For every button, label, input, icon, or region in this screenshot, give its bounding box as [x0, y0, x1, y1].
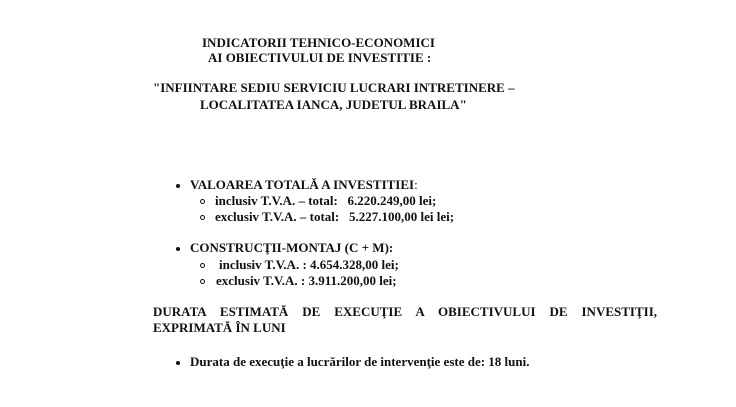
valoare-totala-heading [190, 177, 418, 193]
valoare-exclusiv-row [215, 209, 454, 225]
bullet-dot-icon [176, 361, 180, 365]
durata-heading-line1: DURATA ESTIMATĂ DE EXECUŢIE A OBIECTIVULUI DE INVESTIŢII, [153, 304, 657, 319]
document-title-line1: INDICATORII TEHNICO-ECONOMICI [202, 35, 435, 50]
durata-item: Durata de execuţie a lucrărilor de intervenţie este de: 18 luni. [190, 354, 530, 369]
project-name-line1: "INFIINTARE SEDIU SERVICIU LUCRARI INTRETINERE – [153, 80, 515, 95]
bullet-dot-icon [176, 247, 180, 251]
bullet-circle-icon [200, 215, 205, 220]
bullet-circle-icon [200, 199, 205, 204]
constructii-exclusiv-row: exclusiv T.V.A. : 3.911.200,00 lei; [216, 273, 397, 288]
valoare-inclusiv-value: 6.220.249,00 lei; [347, 193, 437, 208]
durata-heading-line2: EXPRIMATĂ ÎN LUNI [153, 320, 286, 335]
constructii-inclusiv-row: inclusiv T.V.A. : 4.654.328,00 lei; [219, 257, 399, 272]
valoare-exclusiv-value: 5.227.100,00 lei lei; [348, 209, 455, 224]
valoare-exclusiv-label: exclusiv T.V.A. – total: [215, 209, 340, 224]
valoare-totala-colon: : [414, 177, 418, 192]
bullet-dot-icon [176, 184, 180, 188]
constructii-heading: CONSTRUCŢII-MONTAJ (C + M): [190, 240, 394, 255]
bullet-circle-icon [200, 279, 205, 284]
document-title-line2: AI OBIECTIVULUI DE INVESTITIE : [208, 50, 432, 65]
valoare-totala-label: VALOAREA TOTALĂ A INVESTITIEI [190, 177, 415, 192]
project-name-line2: LOCALITATEA IANCA, JUDETUL BRAILA" [200, 97, 467, 112]
valoare-inclusiv-row [215, 193, 436, 209]
valoare-inclusiv-label: inclusiv T.V.A. – total: [215, 193, 338, 208]
bullet-circle-icon [200, 263, 205, 268]
